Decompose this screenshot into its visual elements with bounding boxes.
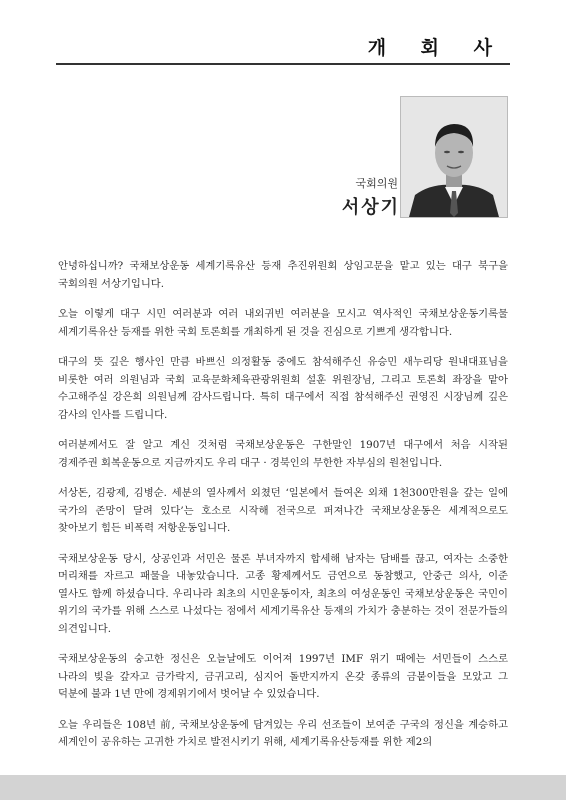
paragraph: 국채보상운동의 숭고한 정신은 오늘날에도 이어져 1997년 IMF 위기 때에는 서민들이 스스로 나라의 빚을 갚자고 금가락지, 금귀고리, 심지어 돌반지까지 온갖 종류의 금붙이들을 모았고 그 덕분에 불과 1년 만에 경제위기에서 벗어날 수 있었습니다. xyxy=(58,653,508,700)
speaker-role: 국회의원 xyxy=(355,177,398,190)
paragraph: 오늘 우리들은 108년 前, 국채보상운동에 담겨있는 우리 선조들이 보여준 구국의 정신을 계승하고 세계인이 공유하는 고귀한 가치로 발전시키기 위해, 세계기록유산등재를 위한 제2의 xyxy=(58,718,508,748)
paragraph: 안녕하십니까? 국채보상운동 세계기록유산 등재 추진위원회 상임고문을 맡고 있는 대구 북구을 국회의원 서상기입니다. xyxy=(58,260,508,290)
paragraph: 대구의 뜻 깊은 행사인 만큼 바쁘신 의정활동 중에도 참석해주신 유승민 새누리당 원내대표님을 비롯한 여러 의원님과 국회 교육문화체육관광위원회 설훈 위원장님, 그리고 토론회 좌장을 맡아 수고해주실 강은희 의원님께 감사드립니다. 특히 대구에서 직접 참석해주신 권영진 시장님께 깊은 감사의 인사를 드립니다. xyxy=(58,356,508,421)
header-divider xyxy=(56,63,510,65)
paragraph: 국채보상운동 당시, 상공인과 서민은 물론 부녀자까지 합세해 남자는 담배를 끊고, 여자는 소중한 머리채를 자르고 패물을 내놓았습니다. 고종 황제께서도 금연으로 동참했고, 안중근 의사, 이준 열사도 함께 하셨습니다. 우리나라 최초의 시민운동이자, 최초의 여성운동인 국채보상운동은 국민이 위기의 국가를 위해 스스로 나섰다는 점에서 세계기록유산 등재의 가치가 충분하는 것이 전문가들의 의견입니다. xyxy=(58,552,508,635)
paragraph: 오늘 이렇게 대구 시민 여러분과 여러 내외귀빈 여러분을 모시고 역사적인 국채보상운동기록물 세계기록유산 등재를 위한 국회 토론회를 개최하게 된 것을 진심으로 기쁘게 생각합니다. xyxy=(58,308,508,338)
speech-body xyxy=(58,258,508,765)
portrait-image xyxy=(401,97,507,217)
page-header xyxy=(56,33,510,61)
page-title: 개 회 사 xyxy=(367,37,506,59)
paragraph: 여러분께서도 잘 알고 계신 것처럼 국채보상운동은 구한말인 1907년 대구에서 처음 시작된 경제주권 회복운동으로 지금까지도 우리 대구 · 경북인의 무한한 자부심의 원천입니다. xyxy=(58,439,508,469)
footer-band xyxy=(0,775,566,800)
speaker-name: 서상기 xyxy=(341,197,400,218)
speaker-photo xyxy=(400,96,508,218)
paragraph: 서상돈, 김광제, 김병순. 세분의 열사께서 외쳤던 ‘일본에서 들여온 외채 1천300만원을 갚는 일에 국가의 존망이 달려 있다’는 호소로 시작해 전국으로 퍼져나간 국채보상운동은 세계적으로도 찾아보기 힘든 비폭력 저항운동입니다. xyxy=(58,487,508,534)
